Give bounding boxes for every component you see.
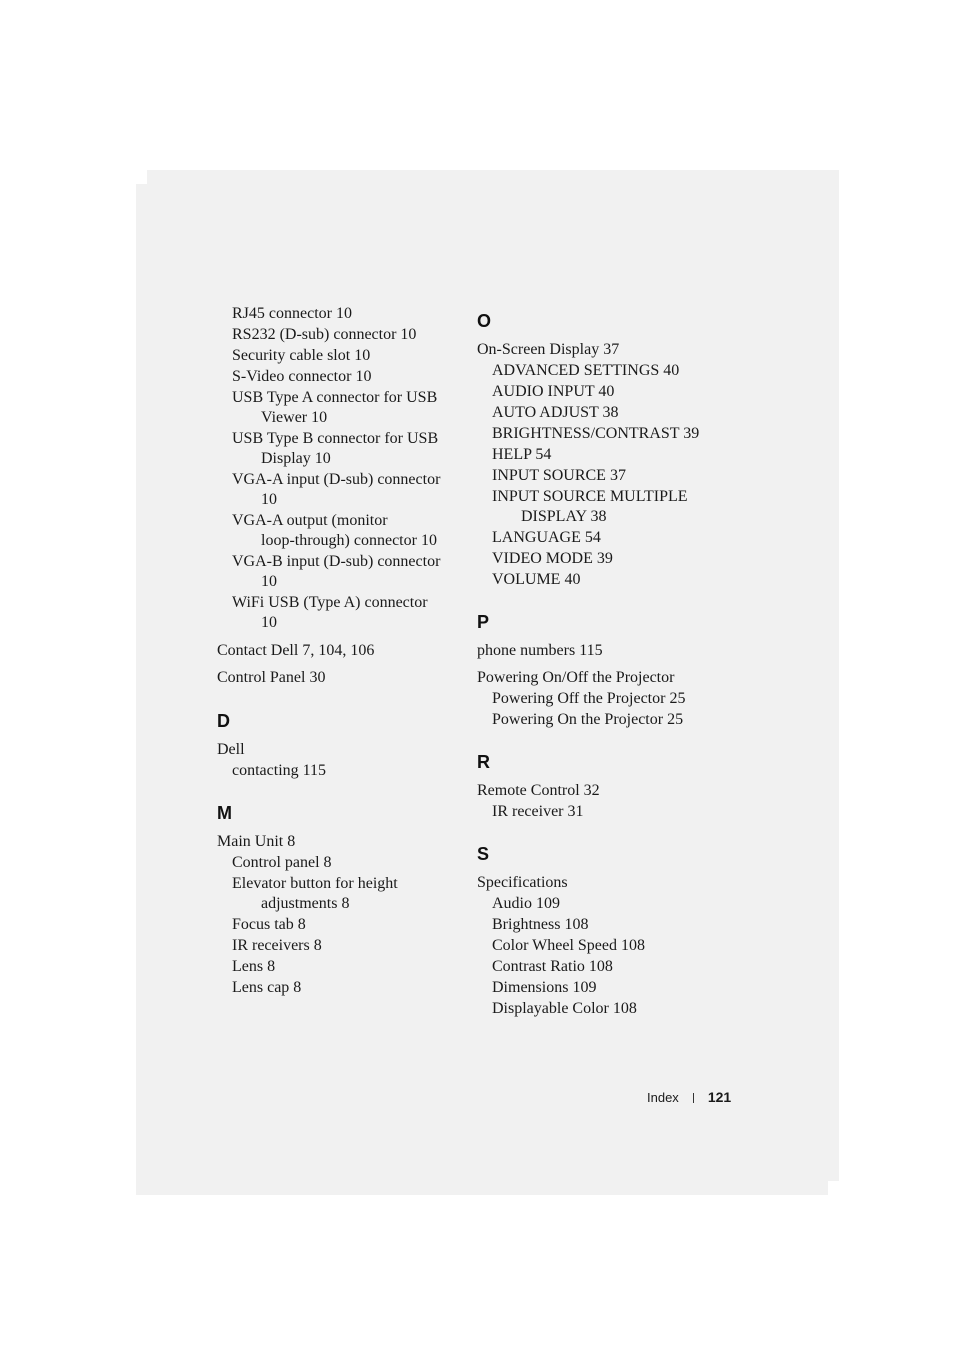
index-subentry: Security cable slot 10 xyxy=(232,347,371,364)
page-corner xyxy=(828,1181,839,1195)
index-subentry: VOLUME 40 xyxy=(492,571,581,588)
page-number: 121 xyxy=(707,1089,732,1105)
page-corner xyxy=(136,170,147,184)
index-letter-s: S xyxy=(477,844,490,864)
index-letter-m: M xyxy=(217,803,232,823)
index-subentry: Control panel 8 xyxy=(232,854,332,871)
index-subentry: Displayable Color 108 xyxy=(492,1000,637,1017)
index-subentry: Brightness 108 xyxy=(492,916,589,933)
index-subentry: RJ45 connector 10 xyxy=(232,305,352,322)
index-right-column xyxy=(477,303,737,1019)
index-subentry: Dimensions 109 xyxy=(492,979,597,996)
index-subentry: Focus tab 8 xyxy=(232,916,306,933)
index-subentry: Audio 109 xyxy=(492,895,560,912)
index-subentry: VGA-B input (D-sub) connector xyxy=(232,553,441,570)
index-entry: Powering On/Off the Projector xyxy=(477,669,675,686)
index-entry: phone numbers 115 xyxy=(477,642,603,659)
index-letter-d: D xyxy=(217,711,230,731)
index-letter-r: R xyxy=(477,752,490,772)
index-subentry-continuation: adjustments 8 xyxy=(261,895,350,912)
index-subentry-continuation: 10 xyxy=(261,491,277,508)
index-subentry: Contrast Ratio 108 xyxy=(492,958,613,975)
index-subentry-continuation: 10 xyxy=(261,614,277,631)
index-subentry-continuation: Display 10 xyxy=(261,450,331,467)
index-subentry-continuation: 10 xyxy=(261,573,277,590)
index-subentry: Lens cap 8 xyxy=(232,979,302,996)
index-subentry: USB Type B connector for USB xyxy=(232,430,439,447)
index-subentry: USB Type A connector for USB xyxy=(232,389,438,406)
index-subentry: IR receiver 31 xyxy=(492,803,584,820)
index-subentry: HELP 54 xyxy=(492,446,552,463)
index-subentry: IR receivers 8 xyxy=(232,937,322,954)
index-subentry-continuation: Viewer 10 xyxy=(261,409,328,426)
footer-section-label: Index xyxy=(647,1090,679,1105)
index-entry: Specifications xyxy=(477,874,568,891)
index-subentry: contacting 115 xyxy=(232,762,327,779)
index-subentry: VGA-A output (monitor xyxy=(232,512,388,529)
index-left-column xyxy=(217,303,457,998)
index-subentry: BRIGHTNESS/CONTRAST 39 xyxy=(492,425,700,442)
index-subentry-continuation: loop-through) connector 10 xyxy=(261,532,437,549)
index-subentry-continuation: DISPLAY 38 xyxy=(521,508,607,525)
index-subentry: RS232 (D-sub) connector 10 xyxy=(232,326,417,343)
index-subentry: INPUT SOURCE 37 xyxy=(492,467,626,484)
index-entry: Main Unit 8 xyxy=(217,833,296,850)
page-footer xyxy=(647,1089,731,1105)
index-subentry: AUDIO INPUT 40 xyxy=(492,383,615,400)
index-subentry: WiFi USB (Type A) connector xyxy=(232,594,428,611)
index-subentry: Powering Off the Projector 25 xyxy=(492,690,686,707)
index-entry-contact-dell: Contact Dell 7, 104, 106 xyxy=(217,642,375,659)
index-subentry: VGA-A input (D-sub) connector xyxy=(232,471,441,488)
index-subentry: ADVANCED SETTINGS 40 xyxy=(492,362,680,379)
index-subentry: S-Video connector 10 xyxy=(232,368,372,385)
index-subentry: VIDEO MODE 39 xyxy=(492,550,613,567)
index-entry: On-Screen Display 37 xyxy=(477,341,620,358)
index-subentry: INPUT SOURCE MULTIPLE xyxy=(492,488,688,505)
index-letter-p: P xyxy=(477,612,490,632)
index-entry: Dell xyxy=(217,741,245,758)
index-subentry: Powering On the Projector 25 xyxy=(492,711,684,728)
index-subentry: AUTO ADJUST 38 xyxy=(492,404,619,421)
index-subentry: Color Wheel Speed 108 xyxy=(492,937,646,954)
index-letter-o: O xyxy=(477,311,492,331)
index-subentry: LANGUAGE 54 xyxy=(492,529,601,546)
index-entry: Remote Control 32 xyxy=(477,782,600,799)
index-subentry: Lens 8 xyxy=(232,958,276,975)
index-entry-control-panel: Control Panel 30 xyxy=(217,669,326,686)
footer-separator xyxy=(693,1093,694,1103)
index-subentry: Elevator button for height xyxy=(232,875,398,892)
